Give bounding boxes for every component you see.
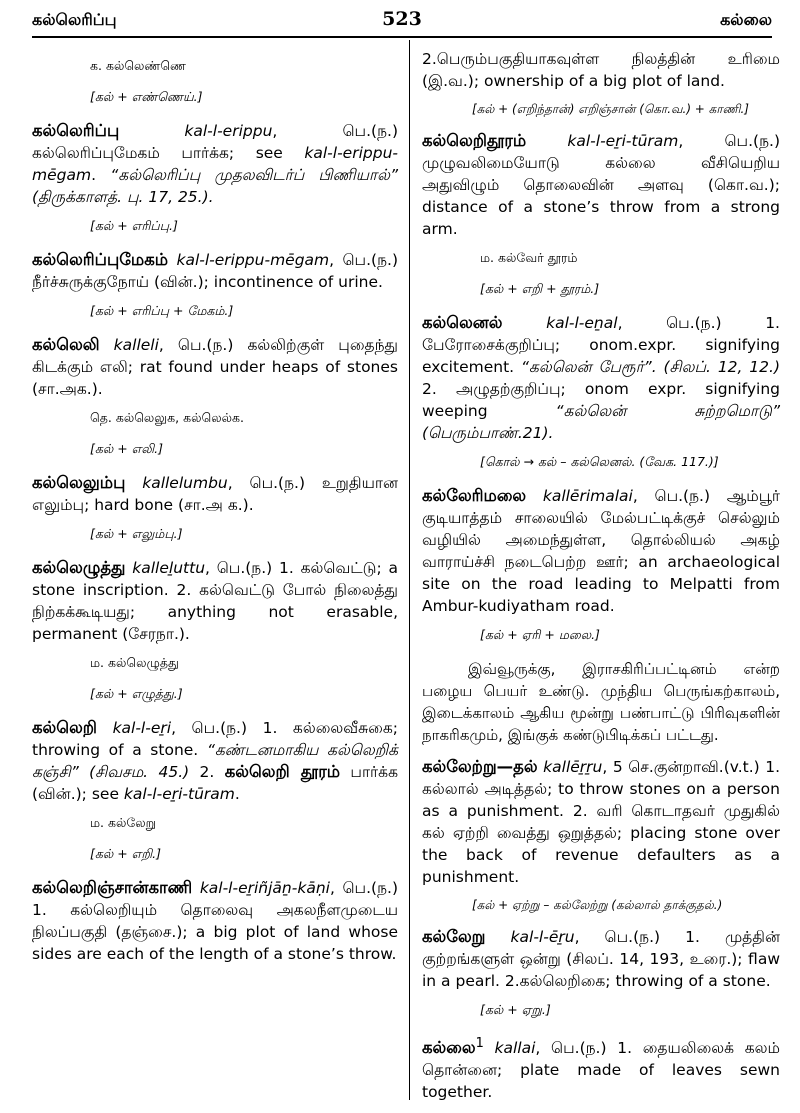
dictionary-entry bbox=[422, 312, 780, 444]
header-right-guideword: கல்லை bbox=[720, 10, 772, 29]
quotation: “கல்லெரிப்பு முதலவிடர்ப் பிணியால்” (திருக்காளத். பு. 17, 25.). bbox=[32, 166, 398, 206]
etymology-line: [கல் + எறி + தூரம்.] bbox=[480, 281, 600, 296]
etymology-line: [கல் + எரிப்பு + மேகம்.] bbox=[90, 303, 234, 318]
dictionary-entry bbox=[422, 485, 780, 617]
inline-headword: கல்லெறி தூரம் bbox=[224, 762, 341, 781]
headword: கல்லெறிதூரம் bbox=[422, 131, 527, 150]
entry-body: 2. அழுதற்குறிப்பு; onom expr. signifying weeping bbox=[422, 380, 780, 420]
entry-body: பார்க்க (வின்.); see bbox=[32, 763, 398, 803]
header-rule bbox=[32, 36, 772, 38]
transliteration: kal-l-eṉal bbox=[546, 314, 618, 332]
headword: கல்லெரிப்பு bbox=[32, 121, 120, 140]
entry-body: . bbox=[91, 166, 111, 184]
entry-body: , பெ.(ந.) 1. கல்வெட்டு; a stone inscription. 2. கல்வெட்டு போல் நிலைத்து நிற்கக்கூடியது; anything not erasable, permanent (சேரநா.). bbox=[32, 559, 398, 643]
dictionary-entry bbox=[422, 130, 780, 240]
headword: கல்லெறி bbox=[32, 718, 97, 737]
quotation: “கல்லென் பேரூர்”. (சிலப். 12, 12.) bbox=[520, 358, 780, 376]
entry-body: , பெ.(ந.) கல்லிற்குள் புதைந்து கிடக்கும் எலி; rat found under heaps of stones (சா.அக.). bbox=[32, 336, 398, 398]
dictionary-entry bbox=[32, 120, 398, 208]
header-left-guideword: கல்லெரிப்பு bbox=[32, 10, 117, 29]
cognate-line: தெ. கல்லெலுக, கல்லெல்க. bbox=[90, 410, 244, 425]
transliteration: kallelumbu bbox=[142, 474, 228, 492]
headword: கல்லெழுத்து bbox=[32, 558, 126, 577]
dictionary-entry bbox=[32, 334, 398, 400]
entry-body: , பெ.(ந.) உறுதியான எலும்பு; hard bone (சா.அ க.). bbox=[32, 474, 398, 514]
headword: கல்லேற்று—தல் bbox=[422, 757, 538, 776]
headword: கல்லெறிஞ்சான்காணி bbox=[32, 878, 193, 897]
transliteration: kallēṟṟu bbox=[543, 758, 603, 776]
entry-body: 2. bbox=[189, 763, 225, 781]
entry-body: . bbox=[234, 785, 240, 803]
etymology-line: [கல் + எறி.] bbox=[90, 846, 162, 861]
transliteration: kalleḻuttu bbox=[132, 559, 206, 577]
headword: கல்லெனல் bbox=[422, 313, 503, 332]
transliteration: kal-l-erippu-mēgam bbox=[176, 251, 330, 269]
etymology-line: [கல் + ஏற்று – கல்லேற்று (கல்லால் தாக்குதல்.) bbox=[472, 898, 723, 912]
dictionary-entry bbox=[32, 249, 398, 293]
etymology-line: [கல் + எலி.] bbox=[90, 441, 164, 456]
cognate-line: க. கல்லெண்ணெ bbox=[90, 58, 186, 73]
etymology-line: [கல் + எலும்பு.] bbox=[90, 526, 183, 541]
entry-body: , பெ.(ந.) 1. கல்லெறியும் தொலைவு அகலநீளமுடைய நிலப்பகுதி (தஞ்சை.); a big plot of land whose sides are each of the length of a stone’s throw. bbox=[32, 879, 398, 963]
left-column bbox=[32, 48, 398, 975]
cognate-line: ம. கல்வேர் தூரம் bbox=[480, 250, 578, 265]
dictionary-entry bbox=[422, 1033, 780, 1103]
transliteration: kal-l-eṟiñjāṉ-kāṇi bbox=[199, 879, 330, 897]
homograph-number: 1 bbox=[475, 1036, 484, 1051]
quotation: “கண்டனமாகிய கல்லெறிக் கஞ்சி” (சிவசம. 45.) bbox=[32, 741, 399, 781]
transliteration: kal-l-eṟi-tūram bbox=[567, 132, 679, 150]
column-divider bbox=[409, 40, 410, 1100]
etymology-line: [கல் + எண்ணெய்.] bbox=[90, 89, 203, 104]
entry-body: , பெ.(ந.) நீர்ச்சுருக்குநோய் (வின்.); incontinence of urine. bbox=[32, 251, 398, 291]
right-column bbox=[422, 48, 780, 1113]
dictionary-entry bbox=[32, 877, 398, 965]
transliteration: kalleli bbox=[113, 336, 159, 354]
dictionary-entry bbox=[32, 557, 398, 645]
headword: கல்லேறு bbox=[422, 927, 486, 946]
cross-reference: kal-l-erippu-mēgam bbox=[32, 144, 398, 184]
entry-body: , பெ.(ந.) கல்லெரிப்புமேகம் பார்க்க; see bbox=[32, 122, 398, 162]
headword: கல்லை bbox=[422, 1038, 476, 1058]
transliteration: kallērimalai bbox=[542, 487, 633, 505]
etymology-line: [கல் + எழுத்து.] bbox=[90, 686, 183, 701]
cognate-line: ம. கல்லேறு bbox=[90, 815, 157, 830]
entry-body: , 5 செ.குன்றாவி.(v.t.) 1. கல்லால் அடித்தல்; to throw stones on a person as a punishment. 2. வரி கொடாதவர் முதுகில் கல் ஏற்றி வைத்து ஒறுத்தல்; placing stone over the back of revenue defaulters as a punishment. bbox=[422, 758, 780, 886]
entry-continuation: 2.பெரும்பகுதியாகவுள்ள நிலத்தின் உரிமை (இ.வ.); ownership of a big plot of land. bbox=[422, 50, 780, 90]
etymology-line: [கல் + ஏறு.] bbox=[480, 1002, 551, 1017]
dictionary-entry bbox=[422, 926, 780, 992]
headword: கல்லேரிமலை bbox=[422, 486, 527, 505]
dictionary-entry bbox=[32, 472, 398, 516]
entry-body: , பெ.(ந.) 1. முத்தின் குற்றங்களுள் ஒன்று (சிலப். 14, 193, உரை.); flaw in a pearl. 2.கல்லெறிகை; throwing of a stone. bbox=[422, 928, 780, 990]
headword: கல்லெலும்பு bbox=[32, 473, 126, 492]
cross-reference: kal-l-eṟi-tūram bbox=[123, 785, 235, 803]
transliteration: kal-l-ēṟu bbox=[510, 928, 575, 946]
entry-body: , பெ.(ந.) 1. தையலிலைக் கலம் தொன்னை; plate made of leaves sewn together. bbox=[422, 1039, 780, 1102]
etymology-line: [கொல் → கல் – கல்லெனல். (வேக. 117.)] bbox=[480, 454, 719, 469]
etymology-line: [கல் + எரிப்பு.] bbox=[90, 218, 178, 233]
entry-body: , பெ.(ந.) 1. கல்லைவீசுகை; throwing of a stone. bbox=[32, 719, 398, 759]
transliteration: kallai bbox=[494, 1039, 536, 1058]
dictionary-entry bbox=[32, 717, 398, 805]
note-paragraph: இவ்வூருக்கு, இராசகிரிப்பட்டினம் என்ற பழைய பெயர் உண்டு. முந்திய பெருங்கற்காலம், இடைக்காலம் ஆகிய மூன்று பண்பாட்டு பிரிவுகளின் நாகரிகமும், இங்குக் கண்டுபிடிக்கப் பட்டது. bbox=[422, 660, 780, 744]
entry-body: , பெ.(ந.) முழுவலிமையோடு கல்லை வீசியெறிய அதுவிழும் தொலைவின் அளவு (கொ.வ.); distance of a stone’s throw from a strong arm. bbox=[422, 132, 780, 238]
transliteration: kal-l-erippu bbox=[184, 122, 273, 140]
page-header bbox=[32, 6, 772, 36]
dictionary-entry bbox=[422, 756, 780, 888]
page-number: 523 bbox=[382, 8, 422, 30]
etymology-line: [கல் + ஏரி + மலை.] bbox=[480, 627, 600, 642]
quotation: “கல்லென் சுற்றமொடு” (பெரும்பாண்.21). bbox=[422, 402, 780, 442]
etymology-line: [கல் + (எறிந்தான்) எறிஞ்சான் (கொ.வ.) + காணி.] bbox=[472, 102, 749, 116]
headword: கல்லெலி bbox=[32, 335, 100, 354]
entry-body: , பெ.(ந.) 1. பேரோசைக்குறிப்பு; onom.expr. signifying excitement. bbox=[422, 314, 780, 376]
transliteration: kal-l-eṟi bbox=[112, 719, 172, 737]
cognate-line: ம. கல்லெழுத்து bbox=[90, 655, 179, 670]
headword: கல்லெரிப்புமேகம் bbox=[32, 250, 169, 269]
entry-body: , பெ.(ந.) ஆம்பூர் குடியாத்தம் சாலையில் மேல்பட்டிக்குச் செல்லும் வழியில் அமைந்துள்ள, தொல்லியல் அகழ் வாராய்ச்சி நடைபெற்ற ஊர்; an archaeological site on the road leading to Melpatti from Ambur-kudiyatham road. bbox=[422, 487, 780, 615]
